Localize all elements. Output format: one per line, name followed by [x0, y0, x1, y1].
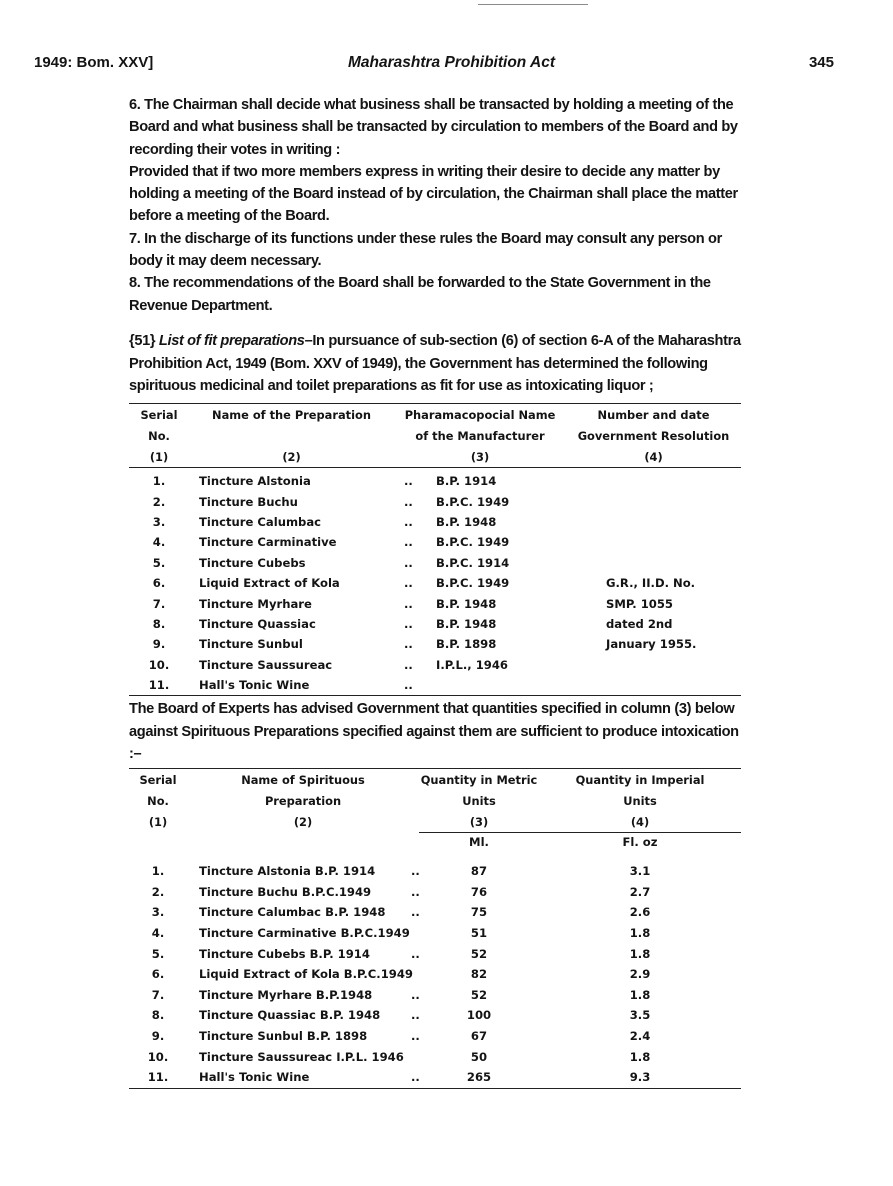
table-row [129, 614, 741, 634]
running-title: Maharashtra Prohibition Act [348, 54, 555, 71]
dot-leader: .. [404, 637, 413, 652]
spirituous-preparation [187, 851, 419, 882]
imperial-unit: Fl. oz [622, 835, 658, 849]
table-row [129, 491, 741, 511]
preparation-name: Tincture Carminative [199, 535, 337, 550]
column-number: (4) [539, 811, 741, 833]
dot-leader: .. [411, 1008, 420, 1023]
dot-leader: .. [411, 884, 420, 899]
serial-number: 6. [152, 576, 166, 591]
spirituous-preparation [187, 923, 419, 944]
spirituous-preparation [187, 882, 419, 903]
preparation-name: Tincture Carminative B.P.C.1949 [199, 926, 410, 941]
metric-unit: Ml. [469, 835, 489, 849]
serial-number: 3. [151, 905, 165, 920]
table-row [129, 655, 741, 675]
resolution-text [566, 553, 741, 573]
imperial-quantity: 2.9 [629, 967, 651, 982]
pharmacopoeia-edition: B.P.C. 1949 [436, 494, 510, 509]
imperial-quantity: 2.4 [629, 1029, 651, 1044]
rule-8: 8. The recommendations of the Board shall be forwarded to the State Government in the Revenue Department. [129, 275, 711, 314]
pharmacopoeia-edition: I.P.L., 1946 [436, 657, 508, 672]
header-spirituous-name-line2: Preparation [264, 793, 342, 808]
resolution-text [566, 468, 741, 492]
spirituous-preparation [187, 1046, 419, 1067]
spirituous-preparation [187, 964, 419, 985]
metric-quantity: 265 [466, 1070, 492, 1085]
dot-leader: .. [411, 864, 420, 879]
pharmacopoeial-name [394, 675, 566, 696]
table-row [129, 851, 741, 882]
serial-number: 7. [152, 596, 166, 611]
dot-leader: .. [404, 535, 413, 550]
header-serial: Serial [140, 407, 178, 422]
header-serial-line2: No. [147, 793, 169, 808]
pharmacopoeial-name [394, 553, 566, 573]
column-number: (3) [394, 446, 566, 468]
column-number: (3) [419, 811, 539, 833]
resolution-text [566, 532, 741, 552]
pharmacopoeia-edition: B.P.C. 1949 [436, 535, 510, 550]
imperial-quantity: 1.8 [629, 946, 651, 961]
header-pharmacopoeial-name: Pharamacopocial Name [404, 407, 556, 422]
serial-number: 10. [148, 657, 170, 672]
pharmacopoeial-name [394, 532, 566, 552]
imperial-quantity: 3.5 [629, 1008, 651, 1023]
metric-quantity: 87 [470, 864, 488, 879]
column-number: (2) [189, 446, 394, 468]
imperial-quantity: 9.3 [629, 1070, 651, 1085]
table-row [129, 468, 741, 492]
dot-leader: .. [411, 1070, 420, 1085]
notification-ref: {51} [129, 333, 156, 349]
dot-leader: .. [411, 1029, 420, 1044]
preparation-name: Tincture Cubebs [199, 555, 306, 570]
resolution-text: January 1955. [606, 637, 697, 652]
board-advice-paragraph: The Board of Experts has advised Government that quantities specified in column (3) below against Spirituous Preparations specified against them are sufficient to produce intoxication :– [129, 701, 739, 762]
dot-leader: .. [404, 494, 413, 509]
dot-leader: .. [404, 514, 413, 529]
serial-number: 7. [151, 987, 165, 1002]
preparation-name: Liquid Extract of Kola B.P.C.1949 [199, 967, 413, 982]
serial-number: 3. [152, 514, 166, 529]
rules-section [129, 94, 741, 317]
spirituous-preparation [187, 943, 419, 964]
imperial-quantity: 2.6 [629, 905, 651, 920]
pharmacopoeial-name [394, 655, 566, 675]
serial-number: 2. [152, 494, 166, 509]
metric-quantity: 50 [470, 1049, 488, 1064]
table-row [129, 532, 741, 552]
preparation-name: Tincture Quassiac B.P. 1948 [199, 1008, 381, 1023]
preparation-name: Hall's Tonic Wine [199, 678, 310, 693]
metric-quantity: 67 [470, 1029, 488, 1044]
table-row [129, 923, 741, 944]
header-preparation-name: Name of the Preparation [212, 407, 371, 422]
preparation-name: Tincture Sunbul [199, 637, 303, 652]
preparation-name: Tincture Quassiac [199, 616, 316, 631]
metric-quantity: 100 [466, 1008, 492, 1023]
serial-number: 11. [147, 1070, 169, 1085]
metric-quantity: 76 [470, 884, 488, 899]
dot-leader: .. [404, 657, 413, 672]
table-row [129, 675, 741, 696]
serial-number: 5. [151, 946, 165, 961]
rule-6: 6. The Chairman shall decide what business shall be transacted by holding a meeting of the Board and what business shall be transacted by circulation to members of the Board and by recording their votes in writing : [129, 97, 738, 158]
dot-leader: .. [411, 946, 420, 961]
table-row [129, 634, 741, 654]
fit-preparations-table [129, 403, 741, 696]
spirituous-preparation [187, 1026, 419, 1047]
preparation-name: Tincture Saussureac I.P.L. 1946 [199, 1049, 404, 1064]
serial-number: 8. [152, 616, 166, 631]
serial-number: 8. [151, 1008, 165, 1023]
intoxicating-quantities-table [129, 768, 741, 1089]
serial-number: 5. [152, 555, 166, 570]
pharmacopoeia-edition: B.P. 1948 [436, 616, 497, 631]
dot-leader: .. [404, 596, 413, 611]
table-row [129, 573, 741, 593]
pharmacopoeia-edition: B.P. 1948 [436, 596, 497, 611]
serial-number: 1. [151, 864, 165, 879]
table-row [129, 964, 741, 985]
notification-heading: List of fit preparations [158, 333, 305, 349]
table-row [129, 512, 741, 532]
serial-number: 10. [147, 1049, 169, 1064]
dot-leader: .. [411, 987, 420, 1002]
header-resolution-line2: Government Resolution [577, 428, 730, 443]
table-row [129, 1026, 741, 1047]
table-row [129, 553, 741, 573]
imperial-quantity: 3.1 [629, 864, 651, 879]
metric-quantity: 82 [470, 967, 488, 982]
serial-number: 4. [152, 535, 166, 550]
column-number: (4) [566, 446, 741, 468]
top-rule [478, 4, 588, 5]
resolution-text [566, 512, 741, 532]
spirituous-preparation [187, 985, 419, 1006]
spirituous-preparation [187, 1067, 419, 1088]
preparation-name: Tincture Buchu [199, 494, 298, 509]
resolution-text: SMP. 1055 [606, 596, 673, 611]
resolution-text: G.R., II.D. No. [606, 576, 696, 591]
preparation-name: Tincture Myrhare B.P.1948 [199, 987, 373, 1002]
spirituous-preparation [187, 902, 419, 923]
preparation-name: Tincture Myrhare [199, 596, 312, 611]
pharmacopoeial-name [394, 512, 566, 532]
header-metric: Quantity in Metric [420, 772, 538, 787]
preparation-name: Tincture Saussureac [199, 657, 333, 672]
metric-quantity: 75 [470, 905, 488, 920]
header-pharmacopoeial-name-line2: of the Manufacturer [415, 428, 545, 443]
preparation-name: Tincture Calumbac [199, 514, 322, 529]
serial-number: 9. [151, 1029, 165, 1044]
metric-quantity: 52 [470, 946, 488, 961]
preparation-name: Tincture Cubebs B.P. 1914 [199, 946, 370, 961]
preparation-name: Liquid Extract of Kola [199, 576, 340, 591]
pharmacopoeia-edition: B.P. 1898 [436, 637, 497, 652]
header-imperial: Quantity in Imperial [575, 772, 705, 787]
column-number: (1) [129, 446, 189, 468]
imperial-quantity: 1.8 [629, 926, 651, 941]
notification-text: –In pursuance of sub-section (6) of section 6-A of the Maharashtra Prohibition Act, 1949 (Bom. XXV of 1949), the Government has determined the following spirituous medicinal and toilet preparations as fit for use as intoxicating liquor ; [129, 333, 741, 394]
preparation-name: Tincture Calumbac B.P. 1948 [199, 905, 386, 920]
pharmacopoeial-name [394, 593, 566, 613]
table-row [129, 882, 741, 903]
serial-number: 6. [151, 967, 165, 982]
table-row [129, 1067, 741, 1088]
resolution-text [566, 675, 741, 696]
notification-paragraph [129, 330, 741, 398]
page-header [34, 54, 834, 76]
table-row [129, 943, 741, 964]
dot-leader: .. [404, 576, 413, 591]
preparation-name: Hall's Tonic Wine [199, 1070, 310, 1085]
metric-quantity: 52 [470, 987, 488, 1002]
rule-7: 7. In the discharge of its functions under these rules the Board may consult any person or body it may deem necessary. [129, 230, 722, 270]
dot-leader: .. [404, 678, 413, 693]
header-resolution: Number and date [597, 407, 710, 422]
table-row [129, 1005, 741, 1026]
preparation-name: Tincture Alstonia [199, 474, 311, 489]
column-number: (2) [293, 814, 313, 829]
preparation-name: Tincture Sunbul B.P. 1898 [199, 1029, 368, 1044]
page-number: 345 [808, 54, 834, 71]
pharmacopoeia-edition: B.P.C. 1949 [436, 576, 510, 591]
act-citation: 1949: Bom. XXV] [34, 54, 154, 71]
resolution-text [566, 655, 741, 675]
dot-leader: .. [404, 555, 413, 570]
serial-number: 11. [148, 678, 170, 693]
table-row [129, 593, 741, 613]
dot-leader: .. [404, 474, 413, 489]
rule-6-proviso: Provided that if two more members express in writing their desire to decide any matter by holding a meeting of the Board instead of by circulation, the Chairman shall place the matter before a meeting of the Board. [129, 163, 738, 225]
header-spirituous-name: Name of Spirituous [241, 772, 365, 787]
dot-leader: .. [404, 616, 413, 631]
header-metric-line2: Units [462, 793, 496, 808]
preparation-name: Tincture Buchu B.P.C.1949 [199, 884, 372, 899]
serial-number: 2. [151, 884, 165, 899]
column-number: (1) [148, 814, 168, 829]
dot-leader: .. [411, 905, 420, 920]
pharmacopoeial-name [394, 634, 566, 654]
imperial-quantity: 2.7 [629, 884, 651, 899]
table-row [129, 1046, 741, 1067]
pharmacopoeia-edition: B.P. 1948 [436, 514, 497, 529]
pharmacopoeial-name [394, 573, 566, 593]
spirituous-preparation [187, 1005, 419, 1026]
pharmacopoeia-edition: B.P. 1914 [436, 474, 497, 489]
pharmacopoeial-name [394, 614, 566, 634]
serial-number: 4. [151, 926, 165, 941]
header-serial-line2: No. [148, 428, 170, 443]
header-imperial-line2: Units [623, 793, 657, 808]
pharmacopoeial-name [394, 491, 566, 511]
serial-number: 1. [152, 474, 166, 489]
pharmacopoeia-edition: B.P.C. 1914 [436, 555, 510, 570]
resolution-text: dated 2nd [606, 616, 673, 631]
preparation-name: Tincture Alstonia B.P. 1914 [199, 864, 376, 879]
metric-quantity: 51 [470, 926, 488, 941]
resolution-text [566, 491, 741, 511]
imperial-quantity: 1.8 [629, 987, 651, 1002]
imperial-quantity: 1.8 [629, 1049, 651, 1064]
serial-number: 9. [152, 637, 166, 652]
table-row [129, 902, 741, 923]
header-serial: Serial [139, 772, 177, 787]
table-row [129, 985, 741, 1006]
pharmacopoeial-name [394, 468, 566, 492]
